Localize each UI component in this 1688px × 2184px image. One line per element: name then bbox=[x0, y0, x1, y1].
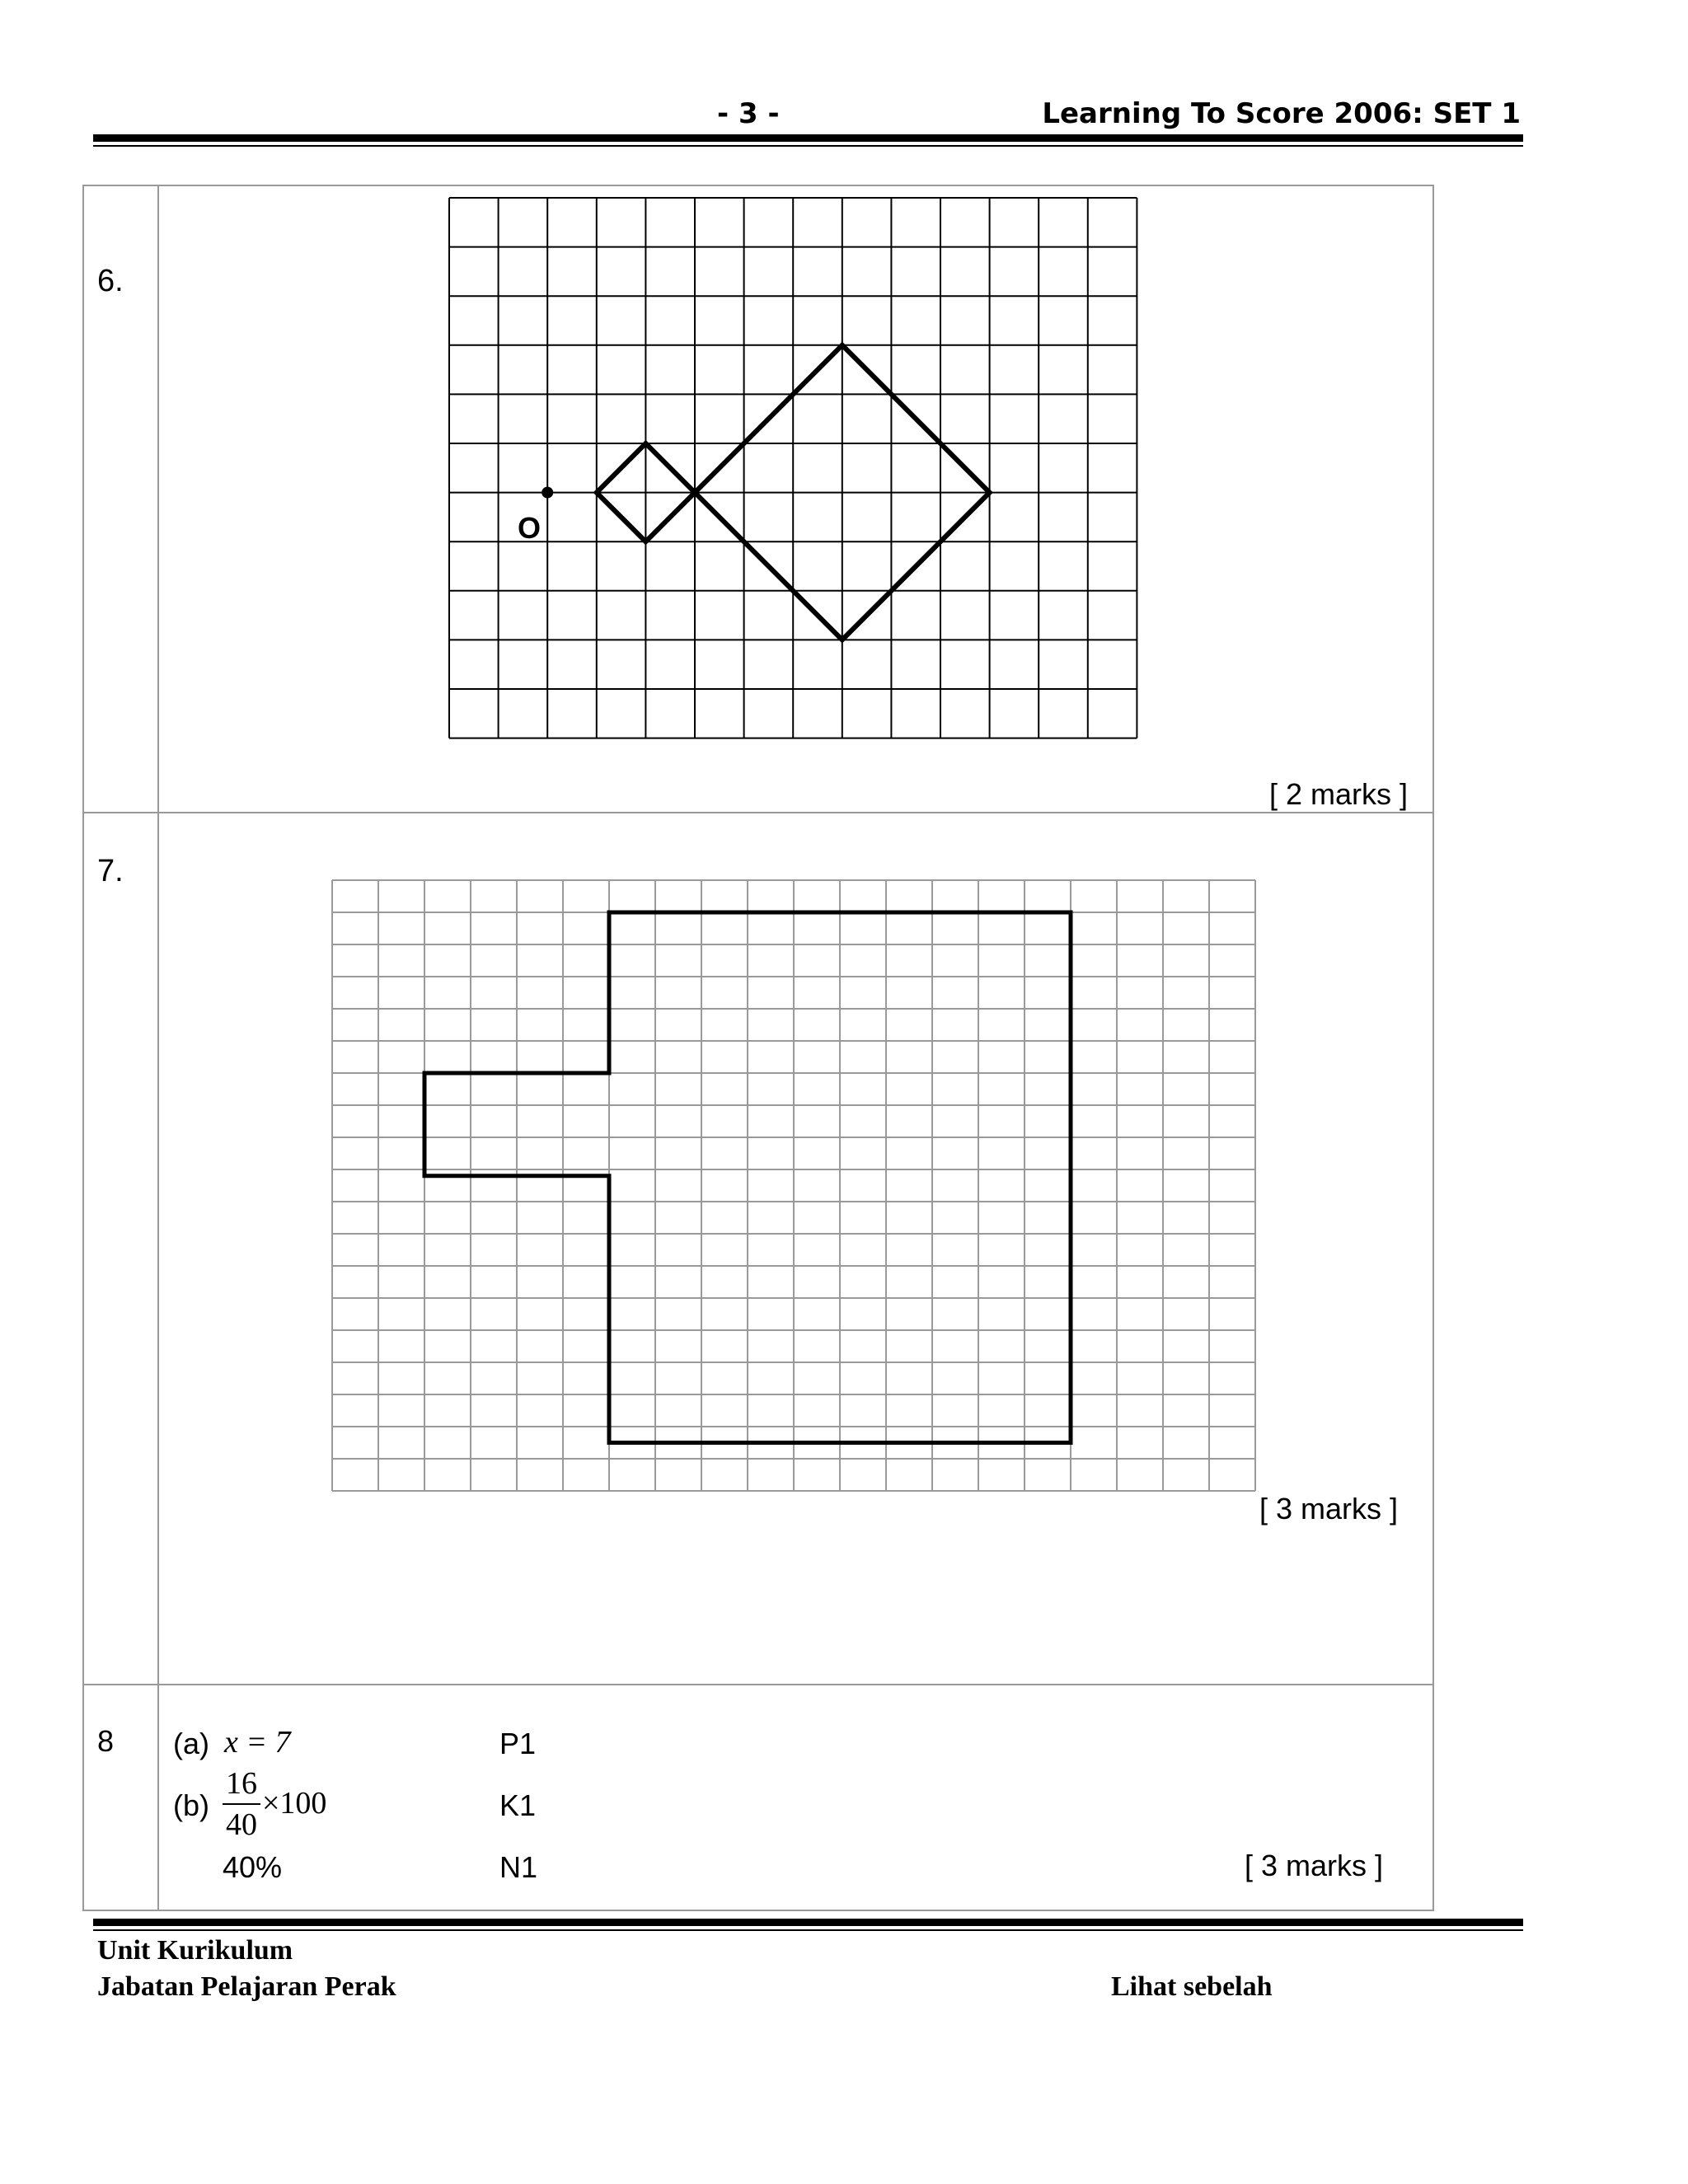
question-number: 8 bbox=[97, 1724, 115, 1758]
fraction-denominator: 40 bbox=[226, 1807, 257, 1842]
origin-point bbox=[542, 487, 553, 499]
header-rule-thin bbox=[93, 145, 1523, 147]
q7-grid-diagram bbox=[330, 874, 1257, 1493]
table-left-border bbox=[82, 185, 84, 1911]
multiply-expression: ×100 bbox=[262, 1786, 327, 1821]
table-right-border bbox=[1432, 185, 1434, 1911]
answer-value: 40% bbox=[223, 1850, 283, 1884]
answer-code: N1 bbox=[499, 1850, 538, 1884]
table-row-divider bbox=[82, 1684, 1434, 1685]
header-rule-thick bbox=[93, 134, 1523, 142]
question-number: 7. bbox=[97, 854, 124, 888]
marks-label: [ 2 marks ] bbox=[1269, 777, 1409, 811]
part-b-code: K1 bbox=[499, 1788, 537, 1822]
footer-next-page: Lihat sebelah bbox=[1111, 1971, 1273, 2002]
footer-unit: Unit Kurikulum bbox=[97, 1935, 293, 1966]
document-title: Learning To Score 2006: SET 1 bbox=[1042, 97, 1521, 130]
part-a-label: (a) bbox=[173, 1727, 209, 1760]
table-bottom-border bbox=[82, 1910, 1434, 1911]
page-number: - 3 - bbox=[717, 97, 780, 130]
footer-department: Jabatan Pelajaran Perak bbox=[97, 1971, 396, 2002]
part-a-expression: x = 7 bbox=[224, 1725, 291, 1760]
q6-grid-diagram bbox=[445, 194, 1146, 747]
table-column-divider bbox=[157, 185, 159, 1911]
question-number: 6. bbox=[97, 264, 124, 298]
footer-rule-thin bbox=[93, 1929, 1523, 1931]
fraction-bar bbox=[223, 1803, 260, 1805]
table-row-divider bbox=[82, 812, 1434, 813]
fraction-numerator: 16 bbox=[226, 1766, 257, 1801]
origin-label: O bbox=[518, 511, 542, 545]
marks-label: [ 3 marks ] bbox=[1259, 1492, 1399, 1526]
part-a-code: P1 bbox=[499, 1727, 537, 1760]
table-top-border bbox=[82, 185, 1434, 186]
footer-rule-thick bbox=[93, 1919, 1523, 1926]
part-b-label: (b) bbox=[173, 1788, 209, 1822]
marks-label: [ 3 marks ] bbox=[1245, 1849, 1384, 1882]
